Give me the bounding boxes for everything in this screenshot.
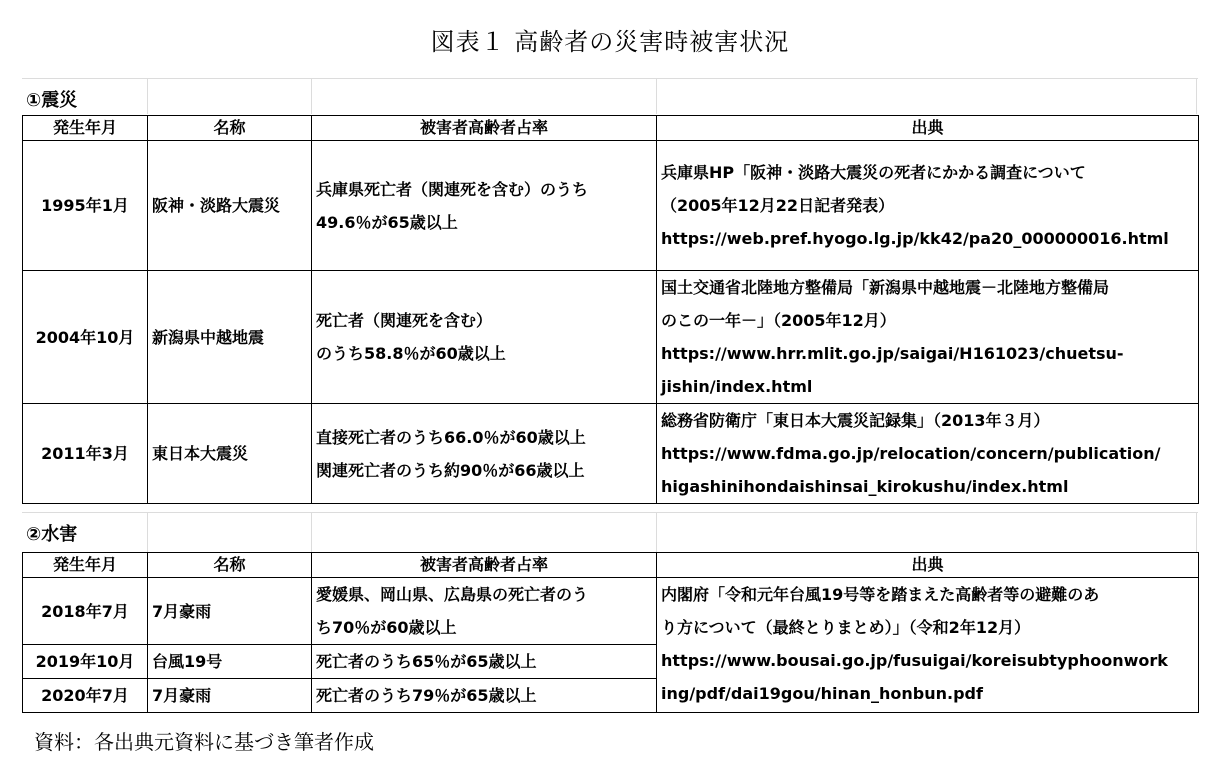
grid-guide <box>1196 512 1197 552</box>
grid-guide <box>147 78 148 114</box>
rate-line: 関連死亡者のうち約90％が66歳以上 <box>316 460 585 480</box>
rate-line: 死亡者のうち65％が65歳以上 <box>316 652 537 671</box>
source-url: https://www.bousai.go.jp/fusuigai/koreisubtyphoonwork <box>661 651 1168 670</box>
cell-date: 2019年10月 <box>23 645 148 679</box>
rate-line: ち70％が60歳以上 <box>316 618 457 637</box>
cell-name: 東日本大震災 <box>148 404 312 504</box>
source-line: 国土交通省北陸地方整備局「新潟県中越地震－北陸地方整備局 <box>661 278 1110 297</box>
table-row <box>23 271 1199 404</box>
cell-name: 7月豪雨 <box>148 679 312 713</box>
flood-table <box>22 552 1199 713</box>
cell-rate <box>312 645 657 679</box>
section-heading-earthquake: ①震災 <box>26 90 78 111</box>
cell-source <box>657 141 1199 271</box>
rate-line: のうち58.8％が60歳以上 <box>316 344 506 363</box>
cell-date: 2004年10月 <box>23 271 148 404</box>
rate-line: 兵庫県死亡者（関連死を含む）のうち <box>316 179 589 199</box>
cell-rate <box>312 578 657 645</box>
page-title: 図表１ 高齢者の災害時被害状況 <box>430 28 790 56</box>
section-heading-flood: ②水害 <box>26 524 78 545</box>
source-url: ing/pdf/dai19gou/hinan_honbun.pdf <box>661 684 983 703</box>
table-row <box>23 578 1199 645</box>
grid-guide <box>656 78 657 114</box>
cell-date: 2018年7月 <box>23 578 148 645</box>
cell-source <box>657 404 1199 504</box>
header-rate: 被害者高齢者占率 <box>312 116 657 141</box>
cell-source <box>657 578 1199 713</box>
header-date: 発生年月 <box>23 116 148 141</box>
earthquake-table <box>22 115 1199 504</box>
grid-guide <box>1196 78 1197 114</box>
source-line: （2005年12月22日記者発表） <box>661 196 895 215</box>
header-rate: 被害者高齢者占率 <box>312 553 657 578</box>
source-line: 兵庫県HP「阪神・淡路大震災の死者にかかる調査について <box>661 163 1086 182</box>
cell-rate <box>312 141 657 271</box>
header-date: 発生年月 <box>23 553 148 578</box>
source-url: jishin/index.html <box>661 377 813 396</box>
cell-name: 新潟県中越地震 <box>148 271 312 404</box>
header-name: 名称 <box>148 116 312 141</box>
grid-guide <box>311 512 312 552</box>
source-url: https://web.pref.hyogo.lg.jp/kk42/pa20_000000016.html <box>661 229 1169 248</box>
rate-line: 死亡者（関連死を含む） <box>316 311 493 330</box>
cell-name: 阪神・淡路大震災 <box>148 141 312 271</box>
grid-guide <box>22 512 1198 513</box>
rate-line: 死亡者のうち79％が65歳以上 <box>316 686 537 705</box>
cell-date: 1995年1月 <box>23 141 148 271</box>
cell-date: 2011年3月 <box>23 404 148 504</box>
rate-line: 49.6％が65歳以上 <box>316 212 458 232</box>
cell-date: 2020年7月 <box>23 679 148 713</box>
grid-guide <box>22 78 1198 79</box>
source-url: higashinihondaishinsai_kirokushu/index.html <box>661 477 1069 496</box>
source-url: https://www.fdma.go.jp/relocation/concern/publication/ <box>661 444 1161 463</box>
source-line: のこの一年－」（2005年12月） <box>661 311 896 330</box>
rate-line: 愛媛県、岡山県、広島県の死亡者のう <box>316 585 589 604</box>
table-header-row <box>23 116 1199 141</box>
grid-guide <box>311 78 312 114</box>
rate-line: 直接死亡者のうち66.0％が60歳以上 <box>316 427 586 447</box>
grid-guide <box>147 512 148 552</box>
table-header-row <box>23 553 1199 578</box>
footnote-source: 資料：各出典元資料に基づき筆者作成 <box>34 730 374 754</box>
table-row <box>23 404 1199 504</box>
source-url: https://www.hrr.mlit.go.jp/saigai/H161023/chuetsu- <box>661 344 1124 363</box>
cell-rate <box>312 404 657 504</box>
cell-rate <box>312 679 657 713</box>
header-source: 出典 <box>657 553 1199 578</box>
source-line: り方について（最終とりまとめ）」（令和2年12月） <box>661 618 1031 637</box>
source-line: 内閣府「令和元年台風19号等を踏まえた高齢者等の避難のあ <box>661 585 1100 604</box>
cell-name: 台風19号 <box>148 645 312 679</box>
source-line: 総務省防衛庁「東日本大震災記録集」（2013年３月） <box>661 411 1050 430</box>
table-row <box>23 141 1199 271</box>
cell-name: 7月豪雨 <box>148 578 312 645</box>
header-source: 出典 <box>657 116 1199 141</box>
grid-guide <box>656 512 657 552</box>
cell-source <box>657 271 1199 404</box>
cell-rate <box>312 271 657 404</box>
header-name: 名称 <box>148 553 312 578</box>
